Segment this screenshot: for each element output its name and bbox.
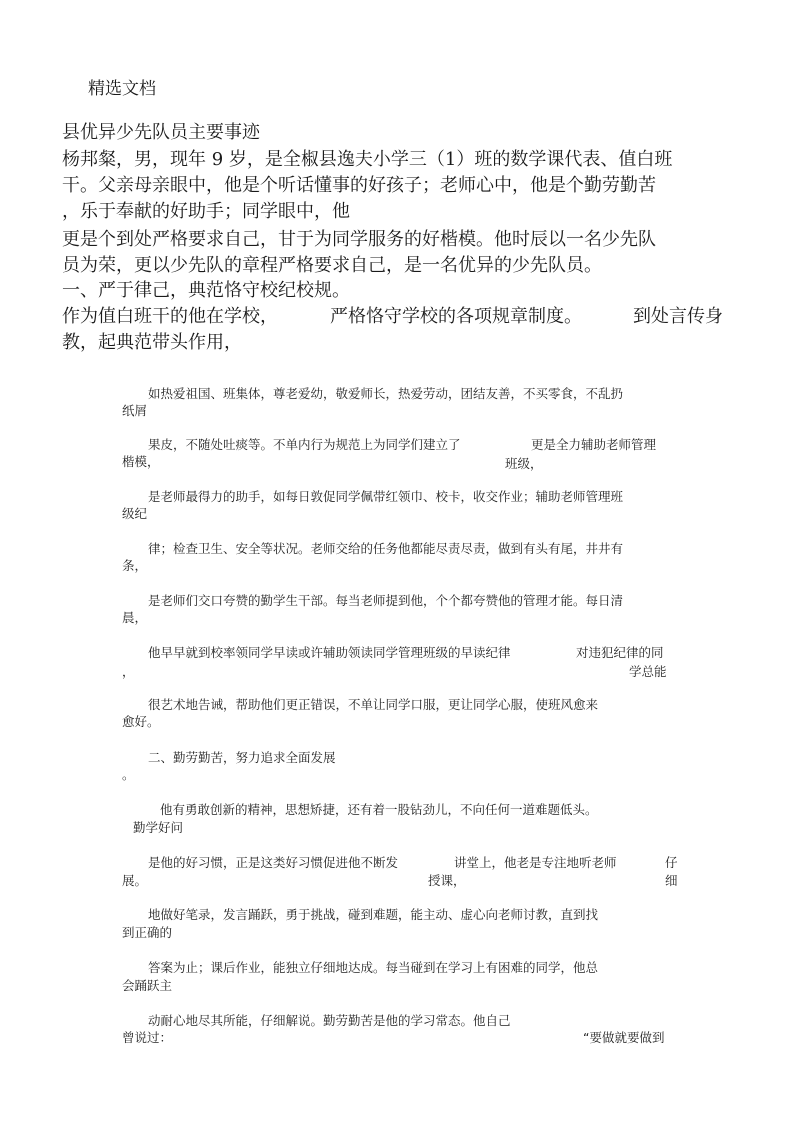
text-line: 更是全力辅助老师管理	[531, 437, 657, 452]
text-line: ，	[122, 664, 135, 679]
text-line: 细	[665, 873, 678, 888]
text-line: 仔	[665, 855, 678, 870]
text-line: 他有勇敢创新的精神，思想矫捷，还有着一股钻劲儿，不向任何一道难题低头。	[160, 802, 598, 817]
text-line: 到处言传身	[633, 306, 723, 327]
text-line: 讲堂上，他老是专注地听老师	[454, 855, 617, 870]
text-line: 展。	[122, 873, 148, 888]
text-line: 级纪	[122, 506, 148, 521]
text-line: 。	[122, 767, 135, 782]
text-line: 学总能	[629, 664, 667, 679]
document-title: 县优异少先队员主要事迹	[62, 122, 260, 143]
text-line: 愈好。	[122, 714, 160, 729]
text-line: 答案为止；课后作业，能独立仔细地达成。每当碰到在学习上有困难的同学，他总	[148, 960, 599, 975]
text-line: 楷模，	[122, 454, 160, 469]
text-line: 班级，	[505, 456, 543, 471]
text-line: 曾说过：	[122, 1030, 173, 1045]
text-line: 对违犯纪律的同	[576, 645, 664, 660]
text-line: “要做就要做到	[583, 1030, 665, 1045]
text-line: 动耐心地尽其所能，仔细解说。勤劳勤苦是他的学习常态。他自己	[148, 1013, 511, 1028]
text-line: 是老师们交口夸赞的勤学生干部。每当老师提到他，个个都夸赞他的管理才能。每日清	[148, 593, 624, 608]
section-heading: 二、勤劳勤苦，努力追求全面发展	[148, 750, 336, 765]
text-line: 授课，	[428, 873, 466, 888]
text-line: 如热爱祖国、班集体，尊老爱幼，敬爱师长，热爱劳动，团结友善，不买零食，不乱扔	[148, 386, 624, 401]
section-heading: 一、严于律己，典范恪守校纪校规。	[62, 280, 350, 301]
text-line: 会踊跃主	[122, 978, 173, 993]
text-line: 晨，	[122, 610, 148, 625]
page-header: 精选文档	[88, 79, 156, 99]
text-line: 果皮，不随处吐痰等。不单内行为规范上为同学们建立了	[148, 437, 461, 452]
text-line: ，乐于奉献的好助手；同学眼中，他	[62, 201, 350, 222]
text-line: 干。父亲母亲眼中，他是个听话懂事的好孩子；老师心中，他是个勤劳勤苦	[62, 175, 656, 196]
text-line: 是老师最得力的助手，如每日敦促同学佩带红领巾、校卡，收交作业；辅助老师管理班	[148, 489, 624, 504]
text-line: 很艺术地告诫，帮助他们更正错误，不单让同学口服，更让同学心服，使班风愈来	[148, 697, 599, 712]
text-line: 律；检查卫生、安全等状况。老师交给的任务他都能尽责尽责，做到有头有尾，井井有	[148, 541, 624, 556]
text-line: 教，起典范带头作用，	[62, 332, 242, 353]
text-line: 勤学好问	[133, 820, 184, 835]
text-line: 更是个到处严格要求自己，甘于为同学服务的好楷模。他时辰以一名少先队	[62, 229, 656, 250]
text-line: 到正确的	[122, 925, 173, 940]
text-line: 纸屑	[122, 403, 148, 418]
text-line: 条，	[122, 558, 148, 573]
text-line: 地做好笔录，发言踊跃，勇于挑战，碰到难题，能主动、虚心向老师讨教，直到找	[148, 907, 599, 922]
text-line: 严格恪守学校的各项规章制度。	[330, 306, 582, 327]
text-line: 员为荣，更以少先队的章程严格要求自己，是一名优异的少先队员。	[62, 255, 602, 276]
text-line: 作为值白班干的他在学校，	[62, 306, 278, 327]
text-line: 他早早就到校率领同学早读或许辅助领读同学管理班级的早读纪律	[148, 645, 511, 660]
text-line: 是他的好习惯，正是这类好习惯促进他不断发	[148, 855, 399, 870]
text-line: 杨邦粲，男，现年 9 岁，是全椒县逸夫小学三（1）班的数学课代表、值白班	[62, 149, 673, 170]
